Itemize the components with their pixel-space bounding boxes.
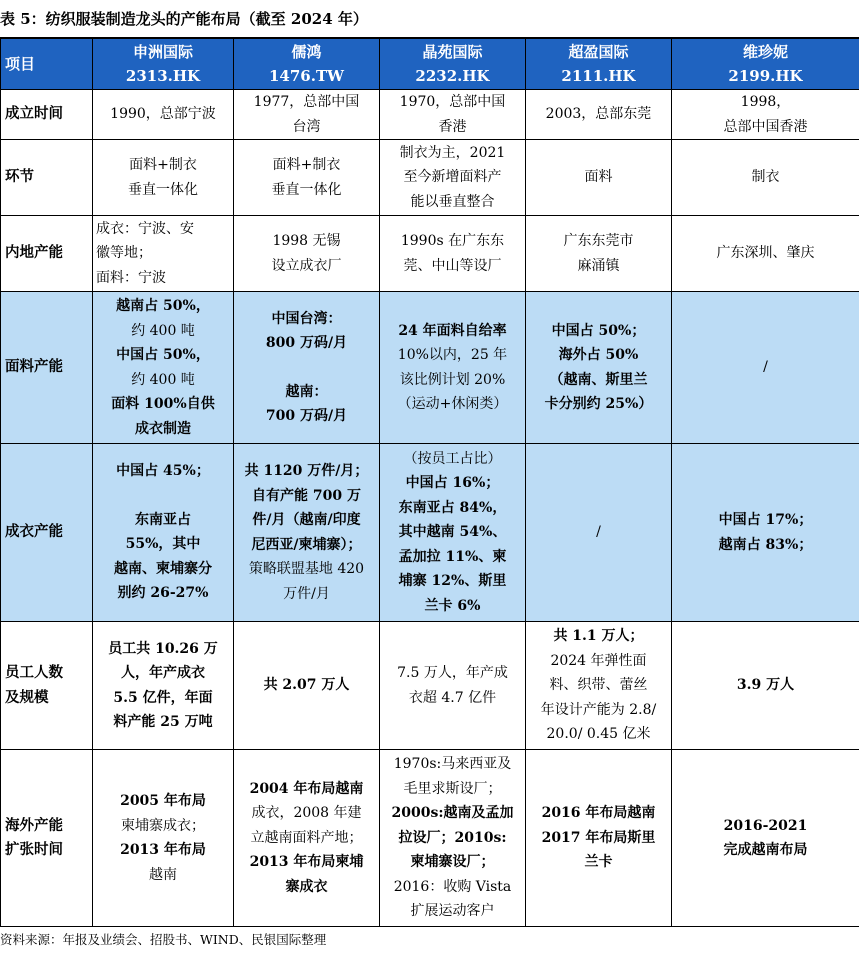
header-company-5: 维珍妮 2199.HK bbox=[672, 39, 859, 90]
cell: 7.5 万人，年产成 衣超 4.7 亿件 bbox=[380, 622, 526, 750]
cell: 广东东莞市 麻涌镇 bbox=[526, 216, 672, 292]
cell: 2003，总部东莞 bbox=[526, 90, 672, 140]
cell: / bbox=[526, 444, 672, 622]
cell: 2004 年布局越南 成衣，2008 年建 立越南面料产地； 2013 年布局柬埔 寨成衣 bbox=[234, 750, 380, 927]
cell: 共 1120 万件/月； 自有产能 700 万 件/月（越南/印度 尼西亚/柬埔寨）； 策略联盟基地 420 万件/月 bbox=[234, 444, 380, 622]
cell: 1998， 总部中国香港 bbox=[672, 90, 859, 140]
cell: 共 2.07 万人 bbox=[234, 622, 380, 750]
cell: 3.9 万人 bbox=[672, 622, 859, 750]
row-staff bbox=[1, 622, 859, 750]
row-label: 面料产能 bbox=[1, 292, 93, 444]
cell: 中国占 45%； 东南亚占 55%，其中 越南、柬埔寨分 别约 26-27% bbox=[93, 444, 234, 622]
header-row bbox=[1, 39, 859, 90]
row-fabric bbox=[1, 292, 859, 444]
cell: 1970s:马来西亚及 毛里求斯设厂； 2000s:越南及孟加 拉设厂；2010s: 柬埔寨设厂； 2016：收购 Vista 扩展运动客户 bbox=[380, 750, 526, 927]
cell: 中国占 50%； 海外占 50% （越南、斯里兰 卡分别约 25%） bbox=[526, 292, 672, 444]
row-label: 成立时间 bbox=[1, 90, 93, 140]
cell: 2016 年布局越南 2017 年布局斯里 兰卡 bbox=[526, 750, 672, 927]
row-label: 成衣产能 bbox=[1, 444, 93, 622]
cell: 中国台湾： 800 万码/月 越南： 700 万码/月 bbox=[234, 292, 380, 444]
source-note: 资料来源：年报及业绩会、招股书、WIND、民银国际整理 bbox=[0, 932, 327, 947]
capacity-table bbox=[0, 38, 859, 927]
cell: 1998 无锡 设立成衣厂 bbox=[234, 216, 380, 292]
cell: 制衣 bbox=[672, 140, 859, 216]
cell: 1990，总部宁波 bbox=[93, 90, 234, 140]
row-overseas bbox=[1, 750, 859, 927]
row-founded bbox=[1, 90, 859, 140]
cell: 面料+制衣 垂直一体化 bbox=[93, 140, 234, 216]
header-company-4: 超盈国际 2111.HK bbox=[526, 39, 672, 90]
cell: 1990s 在广东东 莞、中山等设厂 bbox=[380, 216, 526, 292]
cell: 24 年面料自给率 10%以内，25 年 该比例计划 20% （运动+休闲类） bbox=[380, 292, 526, 444]
header-company-3: 晶苑国际 2232.HK bbox=[380, 39, 526, 90]
cell: 面料+制衣 垂直一体化 bbox=[234, 140, 380, 216]
cell: 广东深圳、肇庆 bbox=[672, 216, 859, 292]
cell: 面料 bbox=[526, 140, 672, 216]
row-label: 内地产能 bbox=[1, 216, 93, 292]
cell: 中国占 17%； 越南占 83%； bbox=[672, 444, 859, 622]
row-label: 员工人数 及规模 bbox=[1, 622, 93, 750]
cell: 制衣为主，2021 至今新增面料产 能以垂直整合 bbox=[380, 140, 526, 216]
cell: 2005 年布局 柬埔寨成衣； 2013 年布局 越南 bbox=[93, 750, 234, 927]
cell: 员工共 10.26 万 人，年产成衣 5.5 亿件，年面 料产能 25 万吨 bbox=[93, 622, 234, 750]
row-domestic bbox=[1, 216, 859, 292]
row-label: 海外产能 扩张时间 bbox=[1, 750, 93, 927]
cell: 成衣：宁波、安 徽等地； 面料：宁波 bbox=[93, 216, 234, 292]
cell: 1970，总部中国 香港 bbox=[380, 90, 526, 140]
cell: 2016-2021 完成越南布局 bbox=[672, 750, 859, 927]
cell: / bbox=[672, 292, 859, 444]
header-item: 项目 bbox=[1, 39, 93, 90]
cell: 越南占 50%， 约 400 吨 中国占 50%， 约 400 吨 面料 100%自供 成衣制造 bbox=[93, 292, 234, 444]
row-garment bbox=[1, 444, 859, 622]
header-company-2: 儒鸿 1476.TW bbox=[234, 39, 380, 90]
header-company-1: 申洲国际 2313.HK bbox=[93, 39, 234, 90]
row-segment bbox=[1, 140, 859, 216]
cell: 共 1.1 万人； 2024 年弹性面 料、织带、蕾丝 年设计产能为 2.8/ 20.0/ 0.45 亿米 bbox=[526, 622, 672, 750]
cell: （按员工占比） 中国占 16%； 东南亚占 84%， 其中越南 54%、 孟加拉 11%、柬 埔寨 12%、斯里 兰卡 6% bbox=[380, 444, 526, 622]
row-label: 环节 bbox=[1, 140, 93, 216]
cell: 1977，总部中国 台湾 bbox=[234, 90, 380, 140]
table-title: 表 5：纺织服装制造龙头的产能布局（截至 2024 年） bbox=[0, 10, 368, 28]
